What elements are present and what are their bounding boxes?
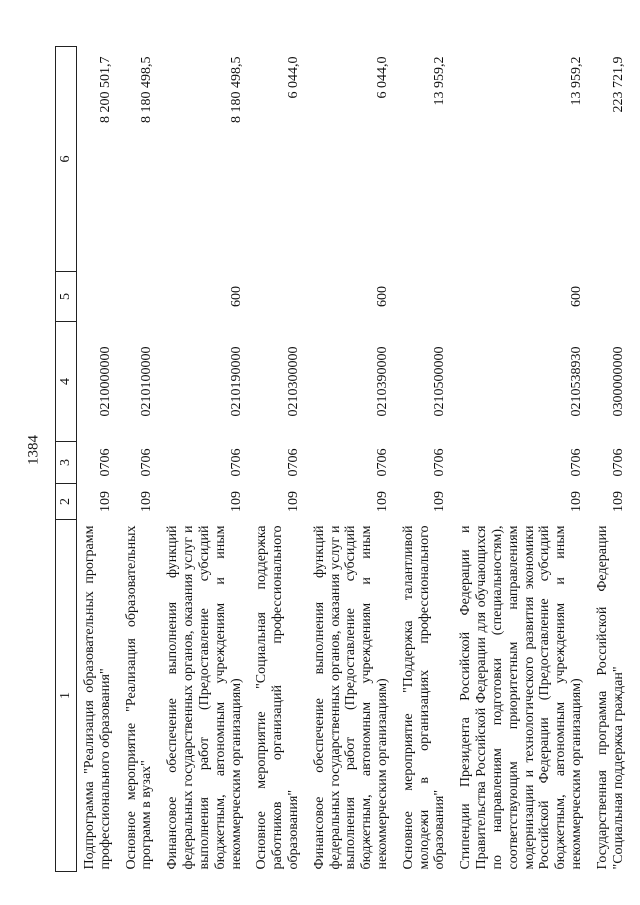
- header-col-5: 5: [56, 272, 77, 322]
- table-row: [119, 47, 161, 872]
- row-razdel: 0706: [139, 448, 155, 477]
- table-header: [56, 47, 77, 872]
- header-col-1: 1: [56, 520, 77, 872]
- page-number: 1384: [25, 435, 42, 465]
- header-col-2: 2: [56, 484, 77, 520]
- row-name: Подпрограмма "Реализация образовательных программ профессионального образования": [82, 525, 113, 870]
- row-amount: 223 721,9: [610, 56, 626, 113]
- row-csr: 0210538930: [568, 346, 584, 417]
- budget-table: [55, 46, 631, 872]
- row-csr: 0210300000: [285, 346, 301, 417]
- row-amount: 8 180 498,5: [139, 56, 155, 123]
- row-glava: 109: [97, 491, 113, 512]
- row-razdel: 0706: [610, 448, 626, 477]
- row-name: Стипендии Президента Российской Федерации и Правительства Российской Федерации для обучающихся по направлениям подготовки (специальностям), соответствующим приоритетным направлениям модернизации и технологического развития экономики Российской Федерации (Предоставление субсидий бюджетным, автономным учреждениям и иным некоммерческим организациям): [458, 525, 584, 870]
- row-razdel: 0706: [432, 448, 448, 477]
- row-glava: 109: [228, 491, 244, 512]
- table-row: [453, 47, 590, 872]
- row-csr: 0210390000: [375, 346, 390, 417]
- header-col-6: 6: [56, 47, 77, 272]
- row-name: Основное мероприятие "Социальная поддержка работников организаций профессионального образования": [254, 525, 301, 870]
- row-glava: 109: [375, 491, 390, 512]
- header-col-4: 4: [56, 322, 77, 442]
- row-vr: 600: [228, 286, 244, 307]
- row-razdel: 0706: [228, 448, 244, 477]
- row-csr: 0210100000: [139, 346, 155, 417]
- row-glava: 109: [610, 491, 626, 512]
- row-name: Основное мероприятие "Поддержка талантливой молодежи в организациях профессионального образования": [400, 525, 448, 870]
- table-row: [396, 47, 453, 872]
- row-name: Финансовое обеспечение выполнения функций федеральных государственных органов, оказания услуг и выполнения работ (Предоставление субсидий бюджетным, автономным учреждениям и иным некоммерческим организациям): [165, 525, 244, 870]
- row-name: Основное мероприятие "Реализация образовательных программ в вузах": [123, 525, 155, 870]
- row-amount: 8 200 501,7: [97, 56, 113, 123]
- row-vr: 600: [568, 286, 584, 307]
- table-row: [590, 47, 632, 872]
- table-row: [160, 47, 249, 872]
- row-csr: 0210000000: [97, 346, 113, 417]
- row-vr: [249, 272, 306, 322]
- row-amount: 8 180 498,5: [228, 56, 244, 123]
- row-vr: [77, 272, 119, 322]
- table-row: [307, 47, 396, 872]
- row-amount: 13 959,2: [432, 56, 448, 106]
- row-vr: [396, 272, 453, 322]
- row-glava: 109: [285, 491, 301, 512]
- row-vr: [590, 272, 632, 322]
- row-glava: 109: [432, 491, 448, 512]
- row-glava: 109: [139, 491, 155, 512]
- row-razdel: 0706: [97, 448, 113, 477]
- table-row: [249, 47, 306, 872]
- row-csr: 0210190000: [228, 346, 244, 417]
- row-name: Государственная программа Российской Федерации "Социальная поддержка граждан": [594, 525, 626, 870]
- table-row: [77, 47, 119, 872]
- row-razdel: 0706: [568, 448, 584, 477]
- row-csr: 0210500000: [432, 346, 448, 417]
- row-glava: 109: [568, 491, 584, 512]
- row-razdel: 0706: [285, 448, 301, 477]
- row-name: Финансовое обеспечение выполнения функций федеральных государственных органов, оказания услуг и выполнения работ (Предоставление субсидий бюджетным, автономным учреждениям и иным некоммерческим организациям): [311, 525, 390, 870]
- budget-table-page: [55, 47, 626, 872]
- row-vr: 600: [375, 286, 390, 307]
- row-vr: [119, 272, 161, 322]
- row-csr: 0300000000: [610, 346, 626, 417]
- row-amount: 6 044,0: [375, 56, 390, 99]
- header-col-3: 3: [56, 442, 77, 484]
- row-amount: 6 044,0: [285, 56, 301, 99]
- row-amount: 13 959,2: [568, 56, 584, 106]
- row-razdel: 0706: [375, 448, 390, 477]
